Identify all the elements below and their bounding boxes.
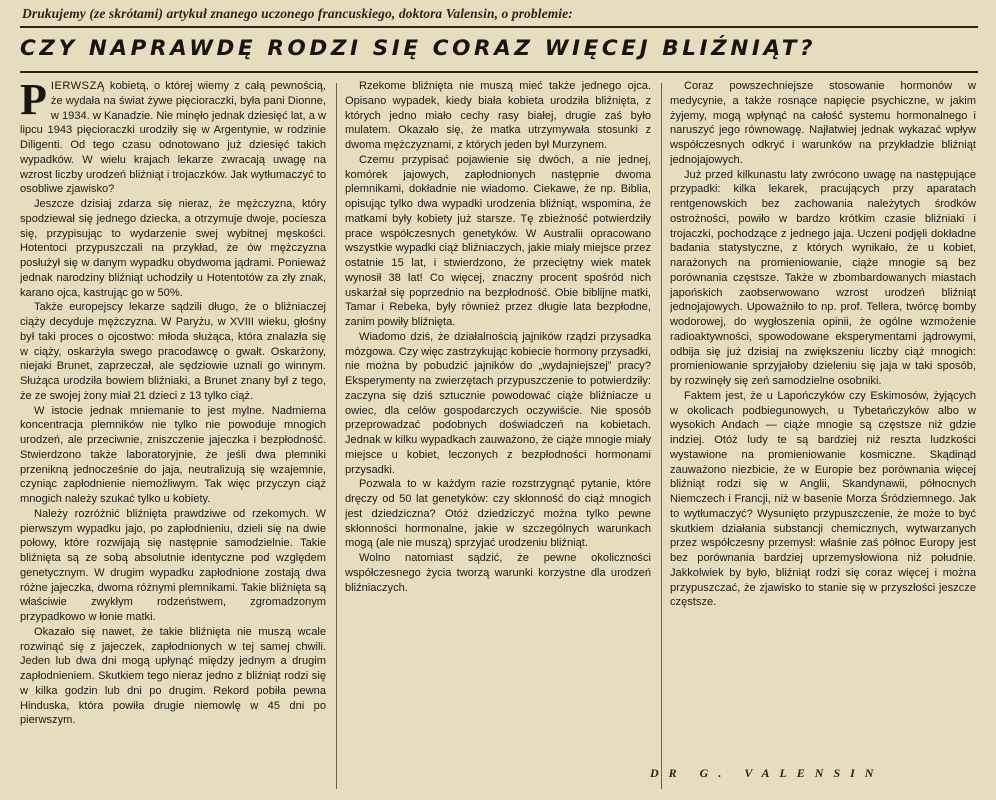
paragraph: Rzekome bliźnięta nie muszą mieć także jednego ojca. Opisano wypadek, kiedy biała kobieta urodziła bliźnięta, z których jedno miało cechy rasy białej, drugie zaś było mulatem. Okazało się, że matka utrzymywała stosunki z dwoma mężczyznami, z których jeden był Murzynem. — [345, 80, 651, 151]
header-rule-top — [20, 26, 978, 28]
kicker-line: Drukujemy (ze skrótami) artykuł znanego uczonego francuskiego, doktora Valensin, o problemie: — [22, 6, 573, 21]
column-divider — [661, 83, 662, 789]
article-column-3 — [670, 79, 976, 789]
header-rule-bottom — [20, 71, 978, 73]
paragraph: Coraz powszechniejsze stosowanie hormonów w medycynie, a także rosnące napięcie psychiczne, w jakim żyjemy, mogą wpłynąć na całość systemu hormonalnego i naruszyć jego równowagę. Najłatwiej jednak wykazać wpływ współczesnych odkryć i warunków na przykładzie bliźniąt jednojajowych. — [670, 80, 976, 166]
lead-text: kobietą, o której wiemy z całą pewnością, że wydała na świat żywe pięcioraczki, była pani Dionne, w 1934. w Kanadzie. Nie minęło jednak dziesięć lat, a w lipcu 1943 pięcioraczki urodziły się w Argentynie, w rodzinie Diligenti. Od tego czasu odnotowano już dziesięć takich wypadków. W wielu krajach lekarze zwracają uwagę na wzrost liczby urodzeń bliźniąt i trojaczków. Jak wytłumaczyć to osobliwe zjawisko? — [20, 80, 326, 196]
drop-cap: P — [20, 79, 47, 124]
paragraph: Należy rozróżnić bliźnięta prawdziwe od rzekomych. W pierwszym wypadku jajo, po zapłodnieniu, dzieli się na dwie połowy, które rozwijają się następnie samodzielnie. Takie bliźnięta są ze sobą absolutnie identyczne pod względem genetycznym. W drugim wypadku zapłodnione zostają dwa różne jajeczka, dwoma różnymi plemnikami. Takie bliźnięta są właściwie zwykłym rodzeństwem, zgromadzonym przypadkowo w łonie matki. — [20, 507, 326, 623]
paragraph: Pozwala to w każdym razie rozstrzygnąć pytanie, które dręczy od 50 lat genetyków: czy skłonność do ciąż mnogich jest dziedziczna? Otóż dziedziczyć można tylko pewne skłonności hormonalne, jakie w szczególnych warunkach mogą (ale nie muszą) sprzyjać urodzeniu bliźniąt. — [345, 478, 651, 550]
paragraph: Faktem jest, że u Lapończyków czy Eskimosów, żyjących w okolicach podbiegunowych, u Tybetańczyków albo w wysokich Andach — ciąże mnogie są częstsze niż gdzie indziej. Otóż ludy te są bardziej niż reszta ludzkości wystawione na promieniowanie kosmiczne. Skądinąd zauważono niezbicie, że w Europie bez porównania więcej bliźniąt rodzi się w Anglii, Skandynawii, północnych Niemczech i Francji, niż w basenie Morza Śródziemnego. Jak to wytłumaczyć? Wysunięto przypuszczenie, że może to być skutkiem działania substancji chemicznych, wytwarzanych przez współczesny przemysł: właśnie zaś północ Europy jest bez porównania bardziej uprzemysłowiona niż południe. Jakkolwiek by było, bliźniąt rodzi się coraz więcej i można przypuszczać, że zjawisko to stanie się w przyszłości jeszcze częstsze. — [670, 389, 976, 609]
article-column-1 — [20, 79, 326, 789]
lead-paragraph — [20, 79, 326, 197]
article-columns — [20, 79, 978, 789]
paragraph: W istocie jednak mniemanie to jest mylne. Nadmierna koncentracja plemników nie tylko nie powoduje mnogich urodzeń, ale przeciwnie, zniszczenie jajeczka i bezpłodność. Stwierdzono także laboratoryjnie, że jeśli dwa plemniki przenikną jednocześnie do jaja, neutralizują się wzajemnie, czyniąc zapłodnienie niemożliwym. Tak więc przyczyn ciąż mnogich należy szukać tylko u kobiety. — [20, 404, 326, 505]
paragraph: Czemu przypisać pojawienie się dwóch, a nie jednej, komórek jajowych, zapłodnionych następnie dwoma plemnikami, dokładnie nie wiadomo. Ciekawe, że np. Biblia, opisując tylko dwa wypadki urodzenia bliźniąt, wspomina, że matkami były kobiety już starsze. Tę zbieżność potwierdziły prace współczesnych genetyków. W Australii opracowano wszystkie wypadki ciąż bliźniaczych, jakie miały miejsce przez ostatnie 15 lat, i stwierdzono, że przeciętny wiek matek wynosił 38 lat! Co więcej, znaczny procent spośród nich uskarżał się poprzednio na bezpłodność. Obie biblijne matki, Tamar i Rebeka, były również przez długie lata bezpłodne, zanim powiły bliźnięta. — [345, 153, 651, 328]
author-signature: DR G. VALENSIN — [650, 766, 884, 780]
paragraph: Wolno natomiast sądzić, że pewne okoliczności współczesnego życia tworzą warunki korzystne dla urodzeń bliźniaczych. — [345, 552, 651, 594]
paragraph: Także europejscy lekarze sądzili długo, że o bliźniaczej ciąży decyduje mężczyzna. W Paryżu, w XVIII wieku, głośny był taki proces o ojcostwo: młoda służąca, która znalazła się w ciąży, oskarżyła swego pracodawcę o gwałt. Oskarżony, niejaki Brunet, zaprzeczał, ale sędziowie uznali go winnym. Służąca urodziła bowiem bliźniaki, a Brunet znany był z tego, że ze swojej żony miał 21 dzieci z 13 tylko ciąż. — [20, 301, 326, 402]
paragraph: Jeszcze dzisiaj zdarza się nieraz, że mężczyzna, który spodziewał się jednego dziecka, a otrzymuje dwoje, pociesza się, przypisując to wydarzenie swej wybitnej męskości. Hotentoci przypuszczali na przykład, że ów mężczyzna posłużył się w danym wypadku obydwoma jądrami. Ponieważ jednak narodziny bliźniąt uchodziły u Hotentotów za zły znak, karano ojca, kastrując go w 50%. — [20, 198, 326, 299]
lead-word: IERWSZĄ — [50, 80, 105, 92]
paragraph: Już przed kilkunastu laty zwrócono uwagę na następujące przypadki: kilka lekarek, pracujących przy aparatach rentgenowskich bez zachowania należytych środków ostrożności, powiło w bardzo krótkim czasie bliźniaki i trojaczki, pochodzące z jednego jaja. Uczeni podjęli dokładne badania statystyczne, z których wynikało, że u kobiet, narażonych na promieniowanie, ciąże mnogie są bez porównania częstsze. Także w zbombardowanych miastach japońskich zaobserwowano wzrost urodzeń bliźniąt jednojajowych. Upoważniło to np. prof. Tellera, twórcę bomby wodorowej, do wygłoszenia opinii, że ogólne wzmożenie radioaktywności, spowodowane eksperymentami jądrowymi, odbija się już dzisiaj na zwiększeniu liczby ciąż mnogich: promieniowanie sprzyjałoby dzieleniu się jaja w taki sposób, by rozwinęły się zeń samodzielne osobniki. — [670, 168, 976, 387]
paragraph: Okazało się nawet, że takie bliźnięta nie muszą wcale rozwinąć się z jajeczek, zapłodnionych w tej samej chwili. Jeden lub dwa dni mogą upłynąć między jednym a drugim zapłodnieniem. Skutkiem tego nieraz jedno z bliźniąt rodzi się w kilka godzin lub dni po drugim. Rekord pobiła pewna Hinduska, która powiła drugie niemowlę w 45 dni po pierwszym. — [20, 625, 326, 727]
article-column-2 — [345, 79, 651, 789]
paragraph: Wiadomo dziś, że działalnością jajników rządzi przysadka mózgowa. Czy więc zastrzykując kobiecie hormony przysadki, nie można by pobudzić jajników do „wydajniejszej” pracy? Eksperymenty na zwierzętach przypuszczenie to potwierdziły: zaczyna się dziś sztucznie powodować ciąże bliźniacze u owiec, dla celów gospodarczych oczywiście. Nie sposób przeprowadzać podobnych doświadczeń na kobietach. Jednak w kilku wypadkach zauważono, że ciąże mnogie miały miejsce u kobiet, leczonych z bezpłodności hormonami przysadki. — [345, 330, 651, 476]
column-divider — [336, 83, 337, 789]
headline: CZY NAPRAWDĘ RODZI SIĘ CORAZ WIĘCEJ BLIŹNIĄT? — [20, 36, 817, 61]
